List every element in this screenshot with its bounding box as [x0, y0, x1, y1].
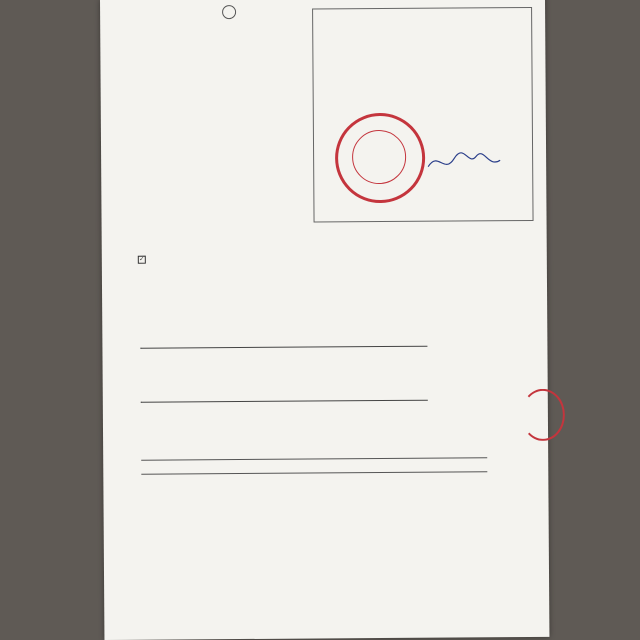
particulars-subtitle: [102, 298, 547, 301]
official-use-box: [312, 7, 533, 223]
form-title: [102, 223, 547, 226]
form-subtitle: [102, 237, 547, 240]
document-page: [100, 0, 549, 640]
variants-line: [141, 457, 487, 460]
circled-number: [222, 5, 236, 19]
signature-icon: [424, 146, 504, 177]
edge-stamp-icon: [521, 389, 565, 441]
particulars-title: [102, 287, 547, 290]
checkbox-icon: ✓: [139, 255, 145, 263]
seal-stamp-icon: [335, 113, 426, 204]
brand-letter-grid: [140, 346, 427, 349]
tick-note: [138, 254, 149, 264]
variants-line: [141, 471, 487, 474]
product-letter-grid: [141, 400, 428, 403]
